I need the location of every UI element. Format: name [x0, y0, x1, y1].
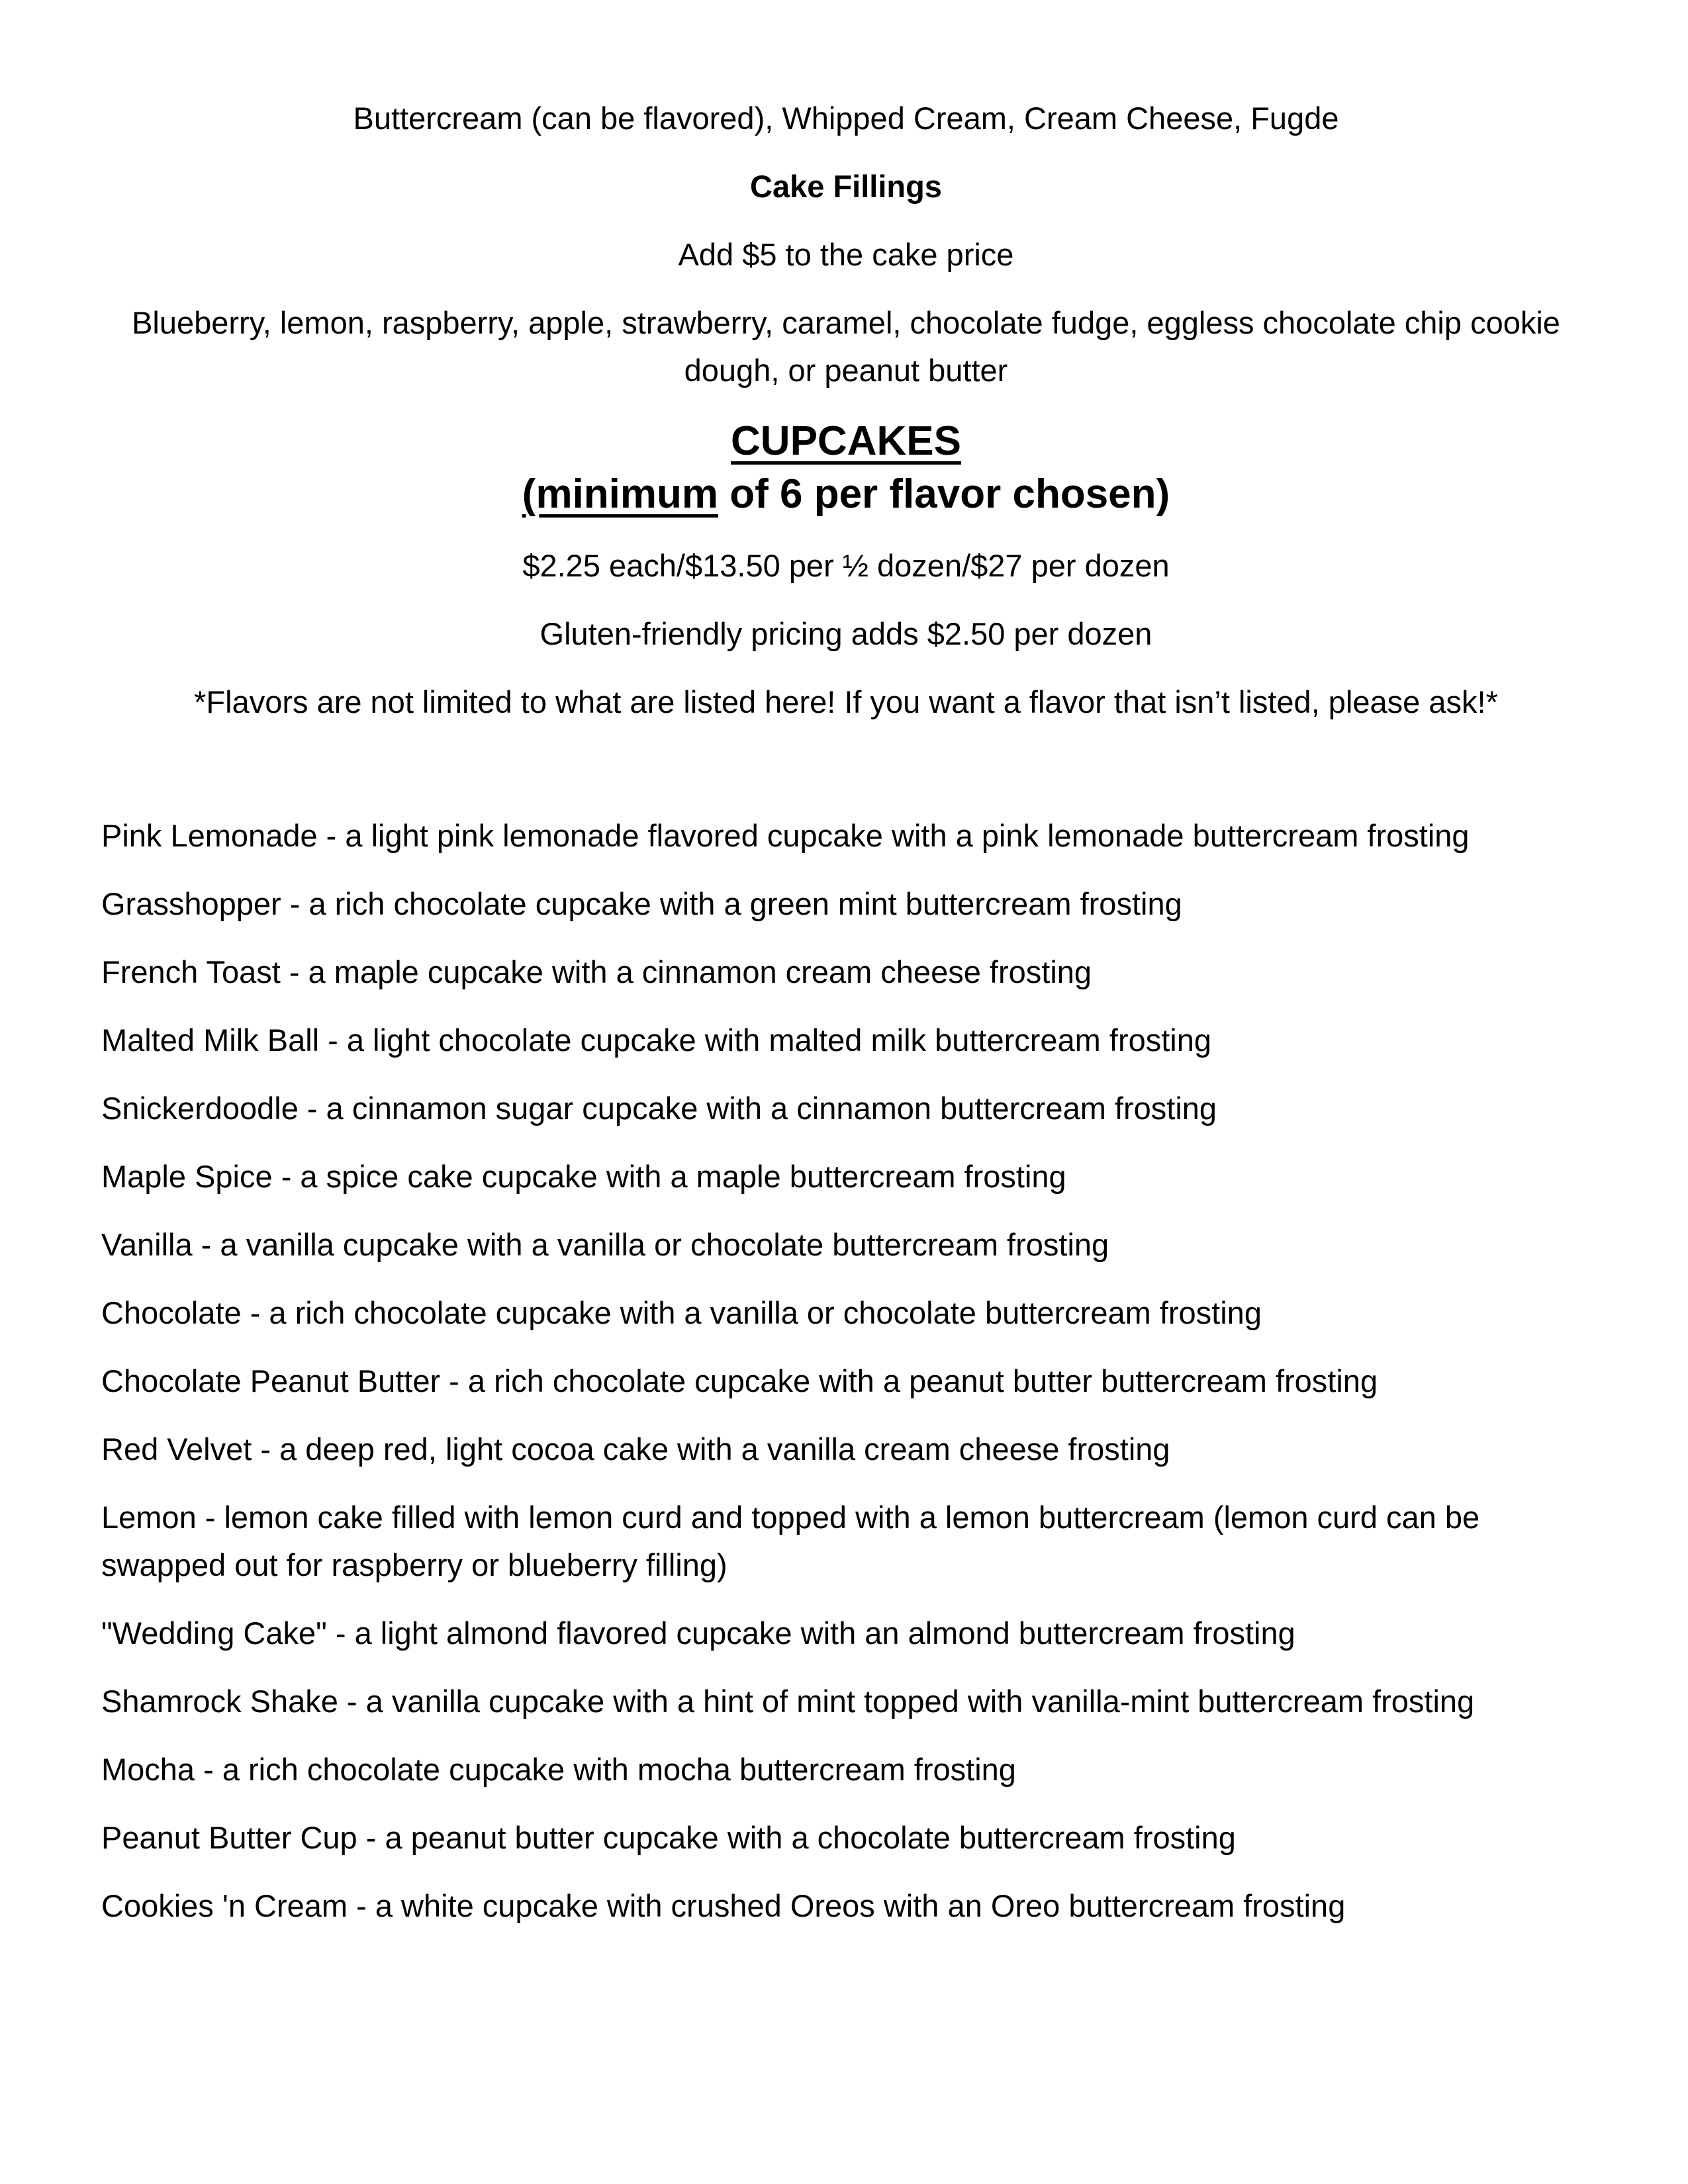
flavor-item: Maple Spice - a spice cake cupcake with a maple buttercream frosting — [101, 1159, 1066, 1194]
frostings-line: Buttercream (can be flavored), Whipped Cream, Cream Cheese, Fugde — [353, 101, 1339, 136]
gluten-note: Gluten-friendly pricing adds $2.50 per dozen — [539, 616, 1152, 651]
cake-fillings-heading: Cake Fillings — [750, 169, 942, 204]
flavor-item: Cookies 'n Cream - a white cupcake with crushed Oreos with an Oreo buttercream frosting — [101, 1888, 1346, 1923]
flavor-item: Shamrock Shake - a vanilla cupcake with a hint of mint topped with vanilla-mint buttercream frosting — [101, 1684, 1475, 1719]
flavor-item: Vanilla - a vanilla cupcake with a vanilla or chocolate buttercream frosting — [101, 1227, 1109, 1262]
flavor-item: French Toast - a maple cupcake with a cinnamon cream cheese frosting — [101, 954, 1092, 989]
flavors-note: *Flavors are not limited to what are listed here! If you want a flavor that isn’t listed, please ask!* — [194, 684, 1498, 719]
flavor-item: Mocha - a rich chocolate cupcake with mocha buttercream frosting — [101, 1752, 1016, 1787]
flavor-item: Malted Milk Ball - a light chocolate cupcake with malted milk buttercream frosting — [101, 1023, 1212, 1058]
flavor-item: Lemon - lemon cake filled with lemon curd and topped with a lemon buttercream (lemon curd can be swapped out for raspberry or blueberry filling) — [101, 1500, 1480, 1582]
flavor-item: Snickerdoodle - a cinnamon sugar cupcake with a cinnamon buttercream frosting — [101, 1091, 1217, 1126]
flavor-item: Red Velvet - a deep red, light cocoa cake with a vanilla cream cheese frosting — [101, 1432, 1170, 1467]
flavor-item: Pink Lemonade - a light pink lemonade flavored cupcake with a pink lemonade buttercream frosting — [101, 818, 1470, 853]
fillings-price-note: Add $5 to the cake price — [678, 237, 1014, 272]
flavor-item: Peanut Butter Cup - a peanut butter cupcake with a chocolate buttercream frosting — [101, 1820, 1236, 1855]
cupcakes-title — [101, 415, 1591, 468]
fillings-options: Blueberry, lemon, raspberry, apple, strawberry, caramel, chocolate fudge, eggless chocolate chip cookie dough, or peanut butter — [132, 305, 1560, 388]
flavor-item: "Wedding Cake" - a light almond flavored cupcake with an almond buttercream frosting — [101, 1615, 1295, 1651]
flavor-item: Chocolate Peanut Butter - a rich chocolate cupcake with a peanut butter buttercream frosting — [101, 1363, 1378, 1398]
cupcakes-pricing: $2.25 each/$13.50 per ½ dozen/$27 per dozen — [522, 548, 1170, 583]
cupcakes-subtitle — [101, 468, 1591, 521]
cupcakes-subtitle-underlined: (minimum — [522, 471, 719, 517]
cupcakes-heading — [101, 415, 1591, 521]
cupcakes-subtitle-rest: of 6 per flavor chosen) — [718, 471, 1170, 517]
cupcakes-title-text: CUPCAKES — [731, 418, 961, 464]
flavor-list — [101, 812, 1591, 1930]
flavor-item: Grasshopper - a rich chocolate cupcake with a green mint buttercream frosting — [101, 886, 1182, 921]
flavor-item: Chocolate - a rich chocolate cupcake with a vanilla or chocolate buttercream frosting — [101, 1295, 1262, 1330]
